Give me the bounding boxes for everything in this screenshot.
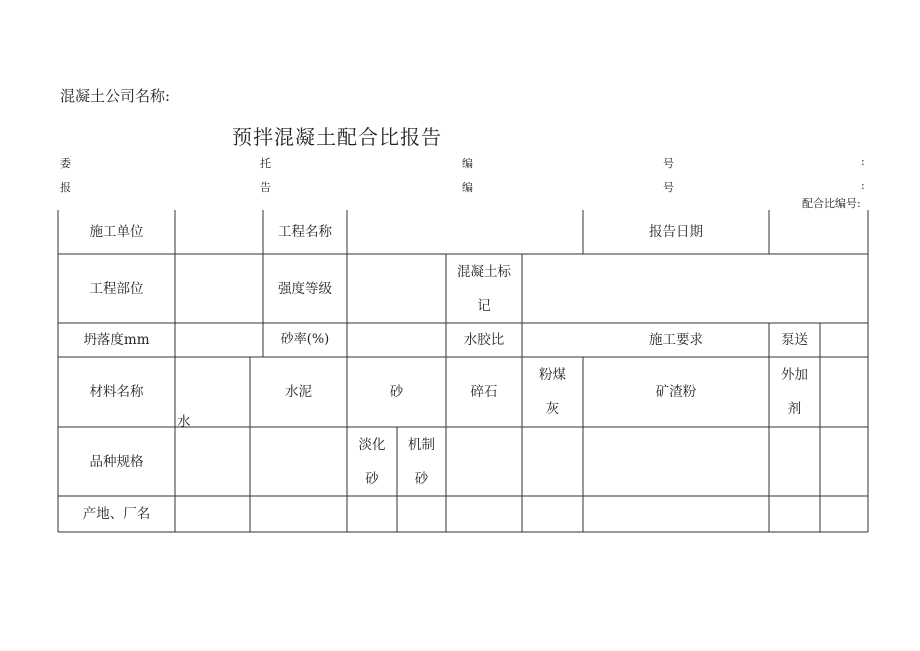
cement-label: 水泥 [285,384,312,400]
desalinated-sand-label-line2: 砂 [365,471,379,487]
slump-label: 坍落度mm [83,332,150,348]
report-char-1: 报 [60,181,71,194]
pump-label: 泵送 [781,332,808,348]
gravel-label: 碎石 [470,384,498,400]
admixture-label-line1: 外加 [781,367,808,383]
origin-manufacturer-label: 产地、厂名 [82,506,151,522]
variety-spec-label: 品种规格 [89,453,144,470]
mix-number-label: 配合比编号: [802,197,861,210]
manufactured-sand-label-line2: 砂 [414,471,429,487]
concrete-mark-label-line2: 记 [477,298,491,314]
manufactured-sand-label-line1: 机制 [408,437,435,453]
sand-ratio-label: 砂率(%) [280,332,330,347]
report-char-4: 号 [663,181,674,194]
report-date-label: 报告日期 [649,224,703,240]
report-char-2: 告 [260,181,271,194]
report-colon: : [861,179,865,192]
fly-ash-label-line1: 粉煤 [539,367,566,383]
fly-ash-label-line2: 灰 [545,401,560,417]
construction-requirement-label: 施工要求 [649,332,703,348]
material-name-label: 材料名称 [89,384,144,400]
construction-unit-label: 施工单位 [89,224,144,240]
commission-char-4: 号 [663,157,674,170]
commission-char-2: 托 [260,157,271,170]
sand-label: 砂 [389,384,404,400]
company-name-label: 混凝土公司名称: [60,87,171,105]
project-part-label: 工程部位 [89,280,144,297]
commission-char-1: 委 [60,157,71,170]
commission-colon: : [861,155,865,168]
strength-grade-label: 强度等级 [278,280,332,297]
desalinated-sand-label-line1: 淡化 [358,437,386,453]
project-name-label: 工程名称 [278,224,332,240]
concrete-mark-label-line1: 混凝土标 [457,264,511,280]
report-char-3: 编 [462,181,473,194]
admixture-label-line2: 剂 [787,401,802,417]
slag-powder-label: 矿渣粉 [655,384,697,400]
commission-char-3: 编 [462,157,473,170]
water-label: 水 [177,414,191,430]
water-binder-label: 水胶比 [463,332,505,348]
report-title: 预拌混凝土配合比报告 [232,125,442,149]
